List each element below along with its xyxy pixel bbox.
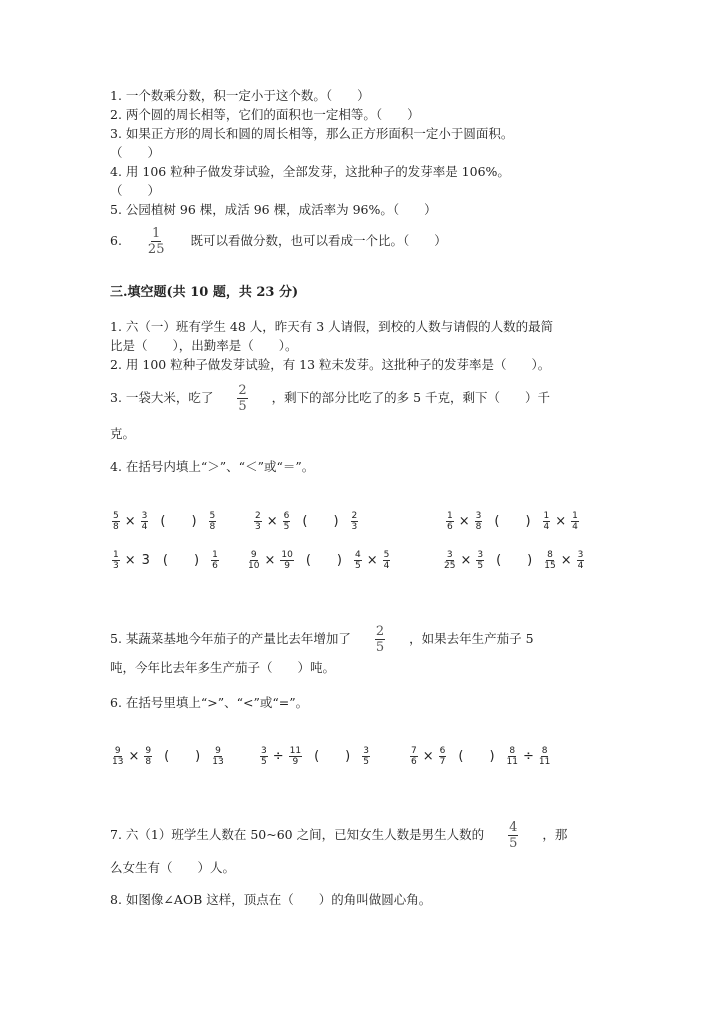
denominator: 11 [538, 757, 551, 767]
numerator: 3 [475, 511, 482, 521]
times-sign: × [422, 749, 434, 764]
fraction [362, 746, 370, 767]
denominator: 8 [475, 522, 482, 532]
q-text: ，如果去年生产茄子 5 [409, 631, 534, 646]
denominator: 4 [383, 561, 390, 571]
denominator: 11 [506, 757, 518, 767]
comparison-expression [110, 745, 226, 767]
fraction [112, 746, 123, 767]
numerator: 8 [547, 550, 553, 560]
numerator: 1 [447, 511, 453, 521]
q-text: ，那 [542, 827, 568, 842]
denominator: 8 [209, 522, 216, 532]
fraction [254, 511, 262, 532]
denominator: 4 [577, 561, 584, 571]
fill-q3 [110, 383, 550, 414]
numerator: 1 [212, 550, 218, 560]
comparison-expression [258, 745, 372, 767]
answer-blank[interactable]: ( ) [458, 749, 495, 764]
times-sign: × [560, 553, 572, 568]
numerator: 5 [113, 511, 119, 521]
times-sign: × [124, 553, 136, 568]
q-text: 5. 某蔬菜基地今年茄子的产量比去年增加了 [110, 631, 351, 646]
times-sign: × [264, 553, 276, 568]
numerator: 8 [509, 746, 516, 756]
denominator: 5 [477, 561, 484, 571]
denominator: 5 [375, 640, 385, 655]
judge-q3: 3. 如果正方形的周长和圆的周长相等，那么正方形面积一定小于圆面积。 [110, 126, 514, 141]
fraction [410, 746, 418, 767]
fraction [375, 624, 385, 655]
numerator: 5 [209, 511, 216, 521]
comparison-expression [252, 510, 360, 532]
comparison-expression [110, 549, 221, 571]
answer-blank[interactable]: ( ) [314, 749, 351, 764]
fraction [112, 550, 120, 571]
fraction [280, 550, 293, 571]
numerator: 1 [113, 550, 119, 560]
fraction [539, 746, 550, 767]
denominator: 9 [284, 561, 290, 571]
numerator: 2 [238, 383, 247, 398]
answer-blank[interactable]: ( ) [162, 553, 200, 568]
fraction [248, 550, 259, 571]
fraction [544, 550, 555, 571]
numerator: 9 [215, 746, 221, 756]
numerator: 3 [446, 550, 453, 560]
fraction [354, 550, 362, 571]
numerator: 9 [250, 550, 257, 560]
numerator: 9 [114, 746, 121, 756]
fraction [209, 511, 217, 532]
fill-q7-cont: 么女生有（ ）人。 [110, 860, 236, 875]
comparison-expression [442, 549, 586, 571]
denominator: 3 [351, 522, 358, 532]
denominator: 4 [543, 522, 550, 532]
fraction [439, 746, 447, 767]
numerator: 6 [439, 746, 446, 756]
numerator: 3 [577, 550, 584, 560]
numerator: 5 [383, 550, 390, 560]
fill-q6: 6. 在括号里填上“>”、“<”或“=”。 [110, 695, 309, 710]
fraction [444, 550, 455, 571]
numerator: 2 [255, 511, 261, 521]
judge-q2: 2. 两个圆的周长相等，它们的面积也一定相等。（ ） [110, 107, 420, 122]
judge-q4-bracket: （ ） [110, 183, 161, 198]
fraction [141, 511, 149, 532]
denominator: 4 [572, 522, 578, 532]
denominator: 6 [411, 757, 417, 767]
number: 3 [141, 553, 150, 568]
denominator: 6 [447, 522, 453, 532]
fill-q7 [110, 820, 567, 851]
denominator: 5 [509, 836, 518, 851]
numerator: 1 [152, 226, 161, 241]
q-text: ，剩下的部分比吃了的多 5 千克，剩下（ ）千 [271, 390, 551, 405]
comparison-expression [408, 745, 552, 767]
q-text: 7. 六（1）班学生人数在 50~60 之间，已知女生人数是男生人数的 [110, 827, 485, 842]
fraction [507, 746, 518, 767]
fill-q2: 2. 用 100 粒种子做发芽试验，有 13 粒未发芽。这批种子的发芽率是（ ）。 [110, 357, 551, 372]
numerator: 10 [281, 550, 293, 560]
q-text: 3. 一袋大米，吃了 [110, 390, 214, 405]
section-title: 三.填空题(共 10 题，共 23 分) [110, 285, 299, 300]
fraction [289, 746, 302, 767]
numerator: 1 [543, 511, 550, 521]
answer-blank[interactable]: ( ) [302, 514, 339, 529]
q-text: 既可以看做分数，也可以看成一个比。（ ） [190, 233, 447, 248]
fraction [260, 746, 268, 767]
numerator: 7 [411, 746, 417, 756]
denominator: 6 [212, 561, 218, 571]
fraction [237, 383, 247, 414]
fraction [144, 746, 152, 767]
denominator: 13 [112, 757, 124, 767]
fill-q5 [110, 624, 534, 655]
numerator: 9 [145, 746, 152, 756]
times-sign: × [128, 749, 140, 764]
numerator: 2 [375, 624, 385, 639]
denominator: 25 [147, 242, 165, 257]
times-sign: × [458, 514, 470, 529]
numerator: 3 [261, 746, 267, 756]
judge-q6 [110, 226, 447, 257]
answer-blank[interactable]: ( ) [494, 514, 531, 529]
denominator: 3 [255, 522, 261, 532]
times-sign: × [366, 553, 378, 568]
judge-q1: 1. 一个数乘分数，积一定小于这个数。（ ） [110, 88, 370, 103]
fill-q1: 1. 六（一）班有学生 48 人，昨天有 3 人请假，到校的人数与请假的人数的最简 [110, 319, 554, 334]
answer-blank[interactable]: ( ) [160, 514, 197, 529]
fraction [543, 511, 551, 532]
numerator: 3 [141, 511, 148, 521]
denominator: 8 [145, 757, 152, 767]
fraction [475, 511, 483, 532]
fraction [212, 746, 223, 767]
comparison-expression [110, 510, 218, 532]
denominator: 5 [261, 757, 267, 767]
divide-sign: ÷ [272, 749, 284, 764]
numerator: 4 [509, 820, 518, 835]
q-number: 6. [110, 233, 122, 248]
fraction [383, 550, 391, 571]
times-sign: × [460, 553, 472, 568]
denominator: 5 [354, 561, 361, 571]
judge-q5: 5. 公园植树 96 棵，成活 96 棵，成活率为 96%。（ ） [110, 202, 437, 217]
fraction [148, 226, 165, 257]
times-sign: × [266, 514, 278, 529]
fraction [476, 550, 484, 571]
denominator: 9 [292, 757, 299, 767]
answer-blank[interactable]: ( ) [496, 553, 533, 568]
numerator: 2 [351, 511, 358, 521]
judge-q4: 4. 用 106 粒种子做发芽试验，全部发芽，这批种子的发芽率是 106%。 [110, 164, 510, 179]
denominator: 5 [283, 522, 290, 532]
denominator: 5 [238, 399, 247, 414]
answer-blank[interactable]: ( ) [305, 553, 342, 568]
numerator: 1 [572, 511, 578, 521]
numerator: 3 [477, 550, 484, 560]
numerator: 8 [541, 746, 548, 756]
fraction [446, 511, 454, 532]
fraction [283, 511, 291, 532]
fraction [577, 550, 585, 571]
fill-q3-cont: 克。 [110, 426, 136, 441]
denominator: 5 [363, 757, 369, 767]
denominator: 15 [544, 561, 556, 571]
fraction [508, 820, 518, 851]
denominator: 13 [212, 757, 224, 767]
denominator: 8 [113, 522, 119, 532]
fraction [112, 511, 120, 532]
numerator: 11 [289, 746, 302, 756]
denominator: 3 [113, 561, 119, 571]
fill-q1-cont: 比是（ ），出勤率是（ ）。 [110, 338, 298, 353]
numerator: 4 [354, 550, 361, 560]
judge-q3-bracket: （ ） [110, 145, 161, 160]
fraction [211, 550, 219, 571]
denominator: 4 [141, 522, 148, 532]
answer-blank[interactable]: ( ) [164, 749, 201, 764]
fill-q8: 8. 如图像∠AOB 这样，顶点在（ ）的角叫做圆心角。 [110, 892, 432, 907]
divide-sign: ÷ [522, 749, 534, 764]
fraction [351, 511, 359, 532]
fill-q4: 4. 在括号内填上“＞”、“＜”或“＝”。 [110, 459, 315, 474]
comparison-expression [444, 510, 581, 532]
denominator: 7 [439, 757, 446, 767]
times-sign: × [555, 514, 567, 529]
times-sign: × [124, 514, 136, 529]
fill-q5-cont: 吨，今年比去年多生产茄子（ ）吨。 [110, 660, 336, 675]
numerator: 6 [283, 511, 290, 521]
denominator: 25 [444, 561, 456, 571]
fraction [571, 511, 579, 532]
numerator: 3 [363, 746, 369, 756]
denominator: 10 [248, 561, 260, 571]
comparison-expression [246, 549, 392, 571]
